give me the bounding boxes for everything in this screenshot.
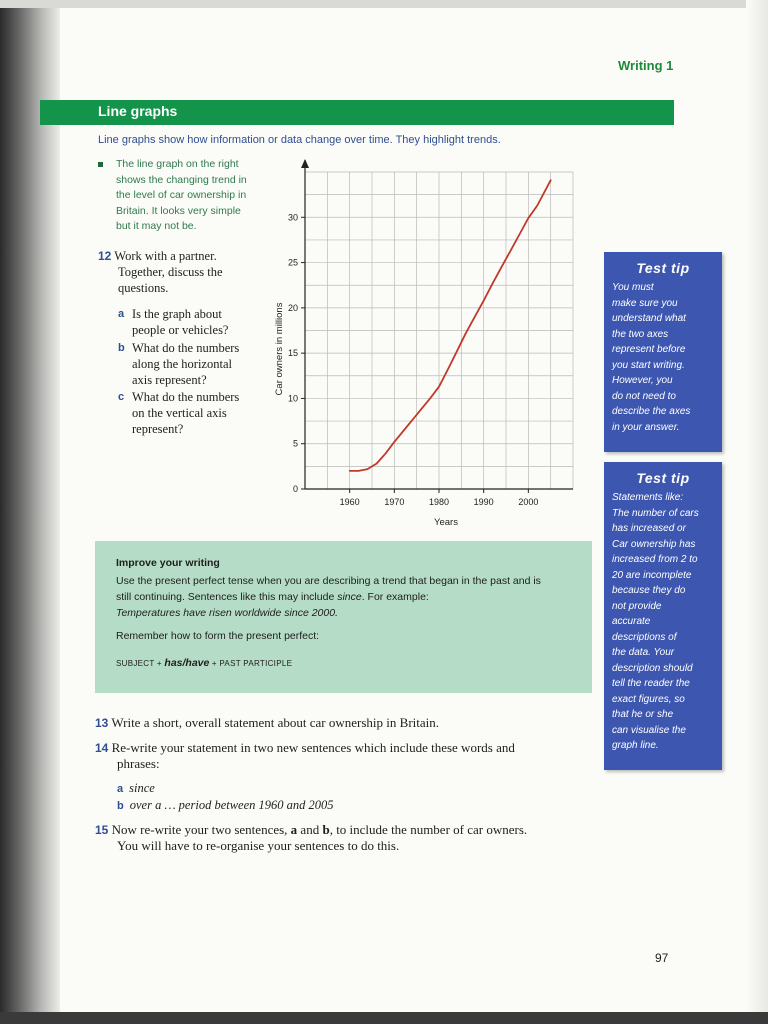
y-tick-label: 10 xyxy=(287,393,298,404)
bullet-line: Britain. It looks very simple xyxy=(116,204,241,217)
item-letter: c xyxy=(118,391,125,403)
bullet-line: but it may not be. xyxy=(116,220,197,232)
item-letter: a xyxy=(118,308,125,320)
question-number: 12 xyxy=(98,249,112,263)
improve-text: . For example: xyxy=(361,591,429,603)
formula-has-have: has/have xyxy=(164,657,210,669)
page-number: 97 xyxy=(655,951,669,965)
x-tick-label: 1990 xyxy=(473,497,494,507)
question-12b xyxy=(118,340,268,388)
item-text: over a … period between 1960 and 2005 xyxy=(129,798,334,812)
y-axis-arrow-icon xyxy=(301,159,309,168)
item-text: axis represent? xyxy=(132,373,207,387)
tip-line: the data. Your xyxy=(612,647,675,658)
chart-axes xyxy=(301,159,573,489)
tip-line: graph line. xyxy=(612,740,659,751)
tip-line: However, you xyxy=(612,375,673,386)
tip-line: has increased or xyxy=(612,523,686,534)
item-text: represent? xyxy=(132,422,184,436)
y-tick-label: 0 xyxy=(292,484,298,494)
x-tick-label: 2000 xyxy=(518,497,539,507)
tip-line: that he or she xyxy=(612,709,674,720)
item-text: along the horizontal xyxy=(132,357,232,371)
question-text: Together, discuss the xyxy=(118,265,223,279)
y-tick-label: 25 xyxy=(287,257,298,268)
item-letter: a xyxy=(117,783,124,795)
question-number: 15 xyxy=(95,823,109,837)
tip-line: accurate xyxy=(612,616,651,627)
question-15 xyxy=(95,822,595,854)
question-14 xyxy=(95,740,580,772)
question-number: 14 xyxy=(95,741,109,755)
bullet-note xyxy=(98,157,273,235)
question-text: phrases: xyxy=(117,756,160,771)
question-text: You will have to re-organise your sentences to do this. xyxy=(117,838,400,853)
test-tip-axes xyxy=(604,252,722,452)
improve-writing-line xyxy=(116,590,578,605)
tip-line: you start writing. xyxy=(612,359,685,371)
y-tick-label: 30 xyxy=(287,212,298,223)
question-text: and xyxy=(297,822,323,837)
tip-line: describe the axes xyxy=(612,406,691,417)
item-letter: b xyxy=(118,342,125,354)
tip-line: do not need to xyxy=(612,390,676,402)
tip-title: Test tip xyxy=(636,260,690,276)
bullet-line: shows the changing trend in xyxy=(116,173,247,186)
tip-line: understand what xyxy=(612,313,686,324)
tip-line: descriptions of xyxy=(612,631,677,643)
tip-title: Test tip xyxy=(636,470,690,486)
item-text: on the vertical axis xyxy=(132,406,227,420)
question-12 xyxy=(98,248,268,296)
question-number: 13 xyxy=(95,716,109,730)
bullet-square-icon xyxy=(98,162,103,167)
improve-text: still continuing. Sentences like this may include xyxy=(116,591,338,603)
car-ownership-line-chart xyxy=(255,158,585,538)
section-intro: Line graphs show how information or data change over time. They highlight trends. xyxy=(98,134,501,146)
tip-body xyxy=(612,280,714,435)
tip-line: increased from 2 to xyxy=(612,554,698,565)
question-bold-b: b xyxy=(322,822,330,837)
tip-line: not provide xyxy=(612,600,662,612)
question-13 xyxy=(95,715,439,731)
formula-participle: + PAST PARTICIPLE xyxy=(209,659,293,668)
item-text: Is the graph about xyxy=(132,307,222,321)
tip-line: exact figures, so xyxy=(612,693,685,705)
tip-line: You must xyxy=(612,282,654,293)
tip-line: in your answer. xyxy=(612,421,680,433)
test-tip-statements xyxy=(604,462,722,770)
question-12a xyxy=(118,306,268,338)
page-right-edge xyxy=(746,0,768,1024)
tip-line: can visualise the xyxy=(612,724,686,736)
question-text: Work with a partner. xyxy=(114,249,217,263)
improve-example: Temperatures have risen worldwide since 2000. xyxy=(116,607,338,619)
improve-remember: Remember how to form the present perfect: xyxy=(116,630,320,642)
y-tick-label: 5 xyxy=(292,438,298,449)
y-tick-label: 15 xyxy=(287,348,298,359)
page-top-edge xyxy=(0,0,768,8)
item-text: What do the numbers xyxy=(132,341,240,355)
question-text: , to include the number of car owners. xyxy=(329,822,528,837)
tip-line: represent before xyxy=(612,344,686,355)
section-title: Line graphs xyxy=(98,103,178,119)
x-tick-label: 1960 xyxy=(339,497,360,507)
improve-since: since xyxy=(337,591,362,603)
bullet-line: The line graph on the right xyxy=(116,158,239,170)
page-bottom-edge xyxy=(0,1012,768,1024)
question-text: Write a short, overall statement about car ownership in Britain. xyxy=(111,715,440,730)
present-perfect-formula xyxy=(116,657,292,669)
item-text: What do the numbers xyxy=(132,390,240,404)
chart-series xyxy=(350,180,551,471)
y-tick-label: 20 xyxy=(287,302,298,313)
question-14a xyxy=(117,781,155,796)
tip-line: Statements like: xyxy=(612,492,684,503)
y-axis-label: Car owners in millions xyxy=(274,302,285,396)
item-letter: b xyxy=(117,800,124,812)
item-text: people or vehicles? xyxy=(132,323,229,337)
book-spine-shadow xyxy=(0,0,60,1024)
running-head: Writing 1 xyxy=(618,58,674,73)
tip-line: The number of cars xyxy=(612,507,699,519)
x-tick-label: 1980 xyxy=(428,497,450,507)
question-12c xyxy=(118,389,268,437)
improve-writing-title: Improve your writing xyxy=(116,557,220,569)
question-14b xyxy=(117,798,334,813)
y-tick-labels xyxy=(288,212,305,494)
tip-line: the two axes xyxy=(612,328,669,340)
question-text: Now re-write your two sentences, xyxy=(111,822,291,837)
tip-line: Car ownership has xyxy=(612,538,696,550)
tip-line: tell the reader the xyxy=(612,678,690,689)
tip-line: description should xyxy=(612,662,693,674)
improve-writing-line: Use the present perfect tense when you are describing a trend that began in the past and is xyxy=(116,575,541,587)
chart-grid xyxy=(305,172,573,489)
series-line-car-owners xyxy=(350,180,551,471)
tip-line: 20 are incomplete xyxy=(612,569,692,581)
x-tick-labels xyxy=(340,489,539,507)
tip-body xyxy=(612,490,714,754)
tip-line: make sure you xyxy=(612,297,678,309)
bullet-line: the level of car ownership in xyxy=(116,189,247,201)
question-text: Re-write your statement in two new sentences which include these words and xyxy=(111,740,515,755)
item-text: since xyxy=(129,781,155,795)
formula-subject: SUBJECT + xyxy=(116,659,165,668)
x-tick-label: 1970 xyxy=(384,497,405,507)
question-bold-a: a xyxy=(290,822,298,837)
question-text: questions. xyxy=(118,281,169,295)
x-axis-label: Years xyxy=(434,517,458,528)
tip-line: because they do xyxy=(612,585,686,596)
